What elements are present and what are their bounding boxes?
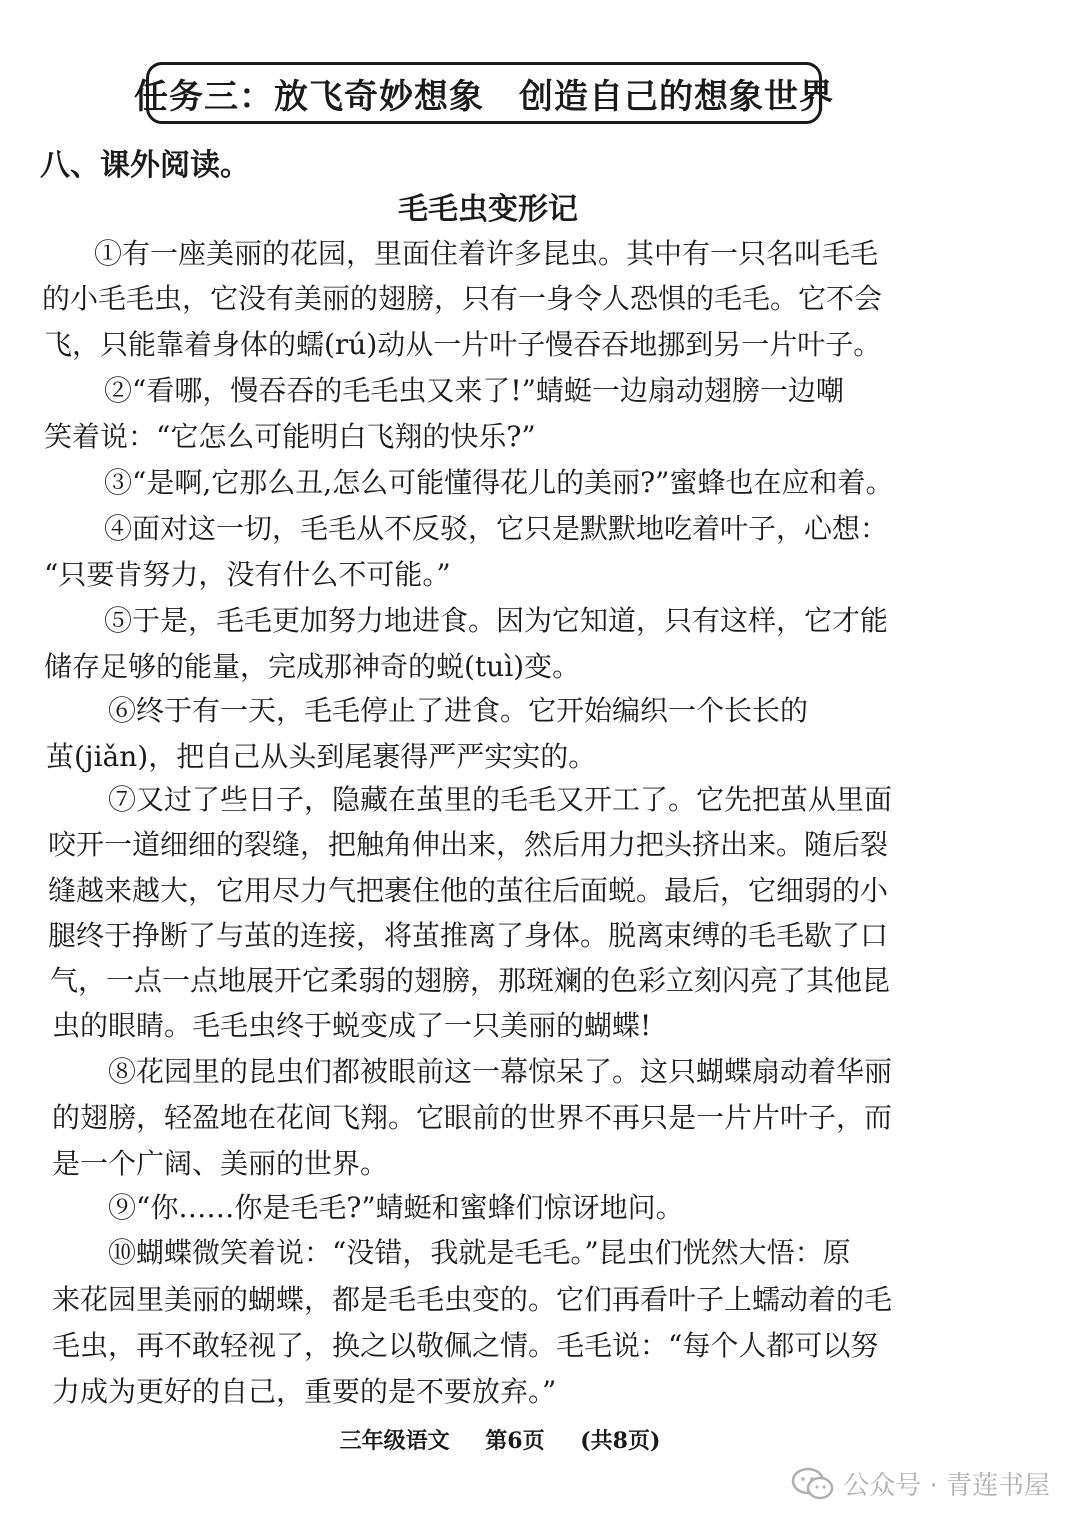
text-line: ⑨“你……你是毛毛?”蜻蜓和蜜蜂们惊讶地问。 [108, 1191, 684, 1224]
section-heading: 八、课外阅读。 [40, 148, 250, 183]
text-line: ①有一座美丽的花园，里面住着许多昆虫。其中有一只名叫毛毛 [94, 237, 879, 270]
text-line: ⑩蝴蝶微笑着说：“没错，我就是毛毛。”昆虫们恍然大悟：原 [108, 1236, 851, 1269]
text-line: 虫的眼睛。毛毛虫终于蜕变成了一只美丽的蝴蝶! [52, 1009, 652, 1042]
text-line: ⑤于是，毛毛更加努力地进食。因为它知道，只有这样，它才能 [104, 604, 889, 637]
task-title-box [134, 62, 834, 124]
footer-page: 第6页 [485, 1428, 545, 1454]
text-line: 是一个广阔、美丽的世界。 [52, 1147, 389, 1180]
text-line: 来花园里美丽的蝴蝶，都是毛毛虫变的。它们再看叶子上蠕动着的毛 [52, 1283, 893, 1316]
article-title: 毛毛虫变形记 [398, 192, 578, 227]
text-line: 茧(jiǎn)，把自己从头到尾裹得严严实实的。 [46, 740, 597, 773]
text-line: 飞，只能靠着身体的蠕(rú)动从一片叶子慢吞吞地挪到另一片叶子。 [44, 328, 882, 361]
text-line: ②“看哪，慢吞吞的毛毛虫又来了!”蜻蜓一边扇动翅膀一边嘲 [104, 374, 844, 407]
text-line: 腿终于挣断了与茧的连接，将茧推离了身体。脱离束缚的毛毛歇了口 [48, 919, 889, 952]
text-line: ⑥终于有一天，毛毛停止了进食。它开始编织一个长长的 [108, 694, 809, 727]
footer-subject: 三年级语文 [339, 1428, 450, 1454]
text-line: 储存足够的能量，完成那神奇的蜕(tuì)变。 [44, 650, 581, 683]
page-footer [0, 1424, 1000, 1455]
text-line: 毛虫，再不敢轻视了，换之以敬佩之情。毛毛说：“每个人都可以努 [52, 1329, 879, 1362]
task-title: 任务三：放飞奇妙想象 创造自己的想象世界 [134, 76, 834, 117]
wechat-icon [791, 1467, 835, 1501]
text-line: 的翅膀，轻盈地在花间飞翔。它眼前的世界不再只是一片片叶子，而 [52, 1101, 893, 1134]
text-line: ⑦又过了些日子，隐藏在茧里的毛毛又开工了。它先把茧从里面 [108, 783, 893, 816]
text-line: ⑧花园里的昆虫们都被眼前这一幕惊呆了。这只蝴蝶扇动着华丽 [108, 1055, 893, 1088]
watermark [791, 1465, 1050, 1502]
text-line: “只要肯努力，没有什么不可能。” [44, 558, 451, 591]
text-line: ③“是啊,它那么丑,怎么可能懂得花儿的美丽?”蜜蜂也在应和着。 [104, 466, 894, 499]
text-line: 缝越来越大，它用尽力气把裹住他的茧往后面蜕。最后，它细弱的小 [48, 874, 889, 907]
text-line: 咬开一道细细的裂缝，把触角伸出来，然后用力把头挤出来。随后裂 [48, 828, 889, 861]
watermark-text: 公众号 · 青莲书屋 [843, 1471, 1050, 1501]
footer-total: (共8页) [580, 1428, 661, 1454]
text-line: 力成为更好的自己，重要的是不要放弃。” [52, 1375, 557, 1408]
text-line: 笑着说：“它怎么可能明白飞翔的快乐?” [44, 420, 536, 453]
text-line: ④面对这一切，毛毛从不反驳，它只是默默地吃着叶子，心想： [104, 512, 889, 545]
text-line: 气，一点一点地展开它柔弱的翅膀，那斑斓的色彩立刻闪亮了其他昆 [50, 964, 891, 997]
text-line: 的小毛毛虫，它没有美丽的翅膀，只有一身令人恐惧的毛毛。它不会 [42, 282, 883, 315]
